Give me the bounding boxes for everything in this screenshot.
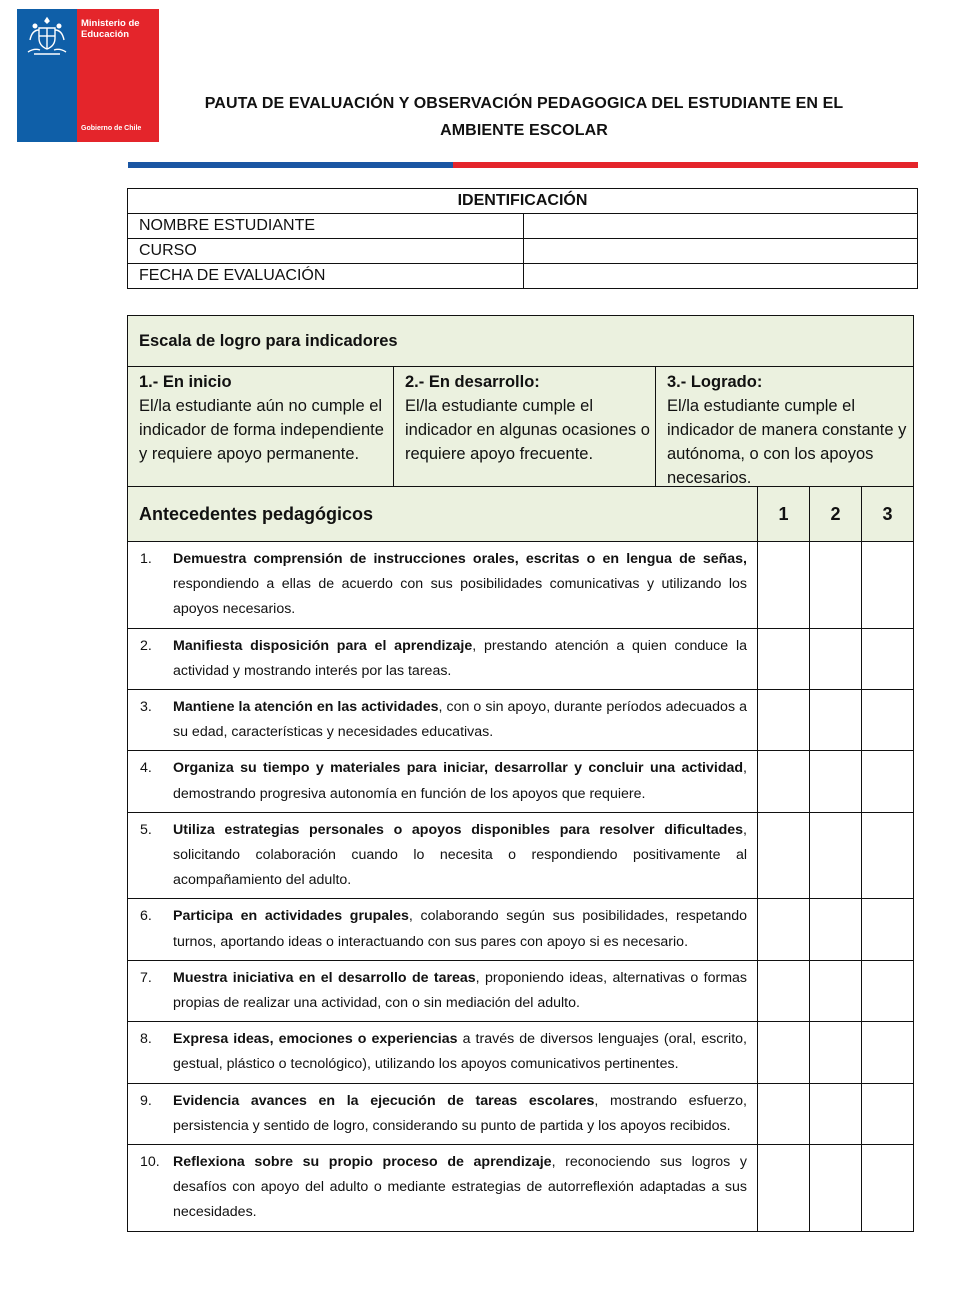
- indicator-number: 6.: [140, 908, 152, 925]
- indicator-key-phrase: Organiza su tiempo y materiales para iniciar, desarrollar y concluir una actividad: [173, 760, 744, 777]
- rating-cell-3[interactable]: [862, 542, 914, 629]
- indicator-detail: respondiendo a ellas de acuerdo con sus posibilidades comunicativas y utilizando los apoyos necesarios.: [173, 576, 747, 618]
- indicator-key-phrase: Reflexiona sobre su propio proceso de aprendizaje: [173, 1154, 552, 1171]
- indicator-cell: [128, 751, 758, 812]
- indicator-text: [173, 904, 747, 954]
- rating-cell-2[interactable]: [810, 899, 862, 960]
- rating-cell-1[interactable]: [758, 542, 810, 629]
- table-row: [128, 899, 914, 960]
- field-label-course: CURSO: [128, 239, 524, 264]
- scale-level-2: [394, 367, 656, 491]
- table-row: [128, 264, 918, 289]
- indicator-number: 2.: [140, 637, 152, 654]
- indicator-detail: , reconociendo sus logros y desafíos con apoyo del adulto o mediante estrategias de autorreflexión adaptadas a sus necesidades.: [173, 1154, 747, 1221]
- identification-table: [127, 188, 918, 289]
- indicator-text: [173, 1089, 747, 1139]
- ministry-name: Ministerio de Educación: [81, 18, 140, 40]
- indicator-cell: [128, 812, 758, 899]
- rating-cell-3[interactable]: [862, 1145, 914, 1232]
- table-row: [128, 690, 914, 751]
- field-value-course[interactable]: [524, 239, 918, 264]
- scale-level-3: [656, 367, 914, 491]
- indicator-key-phrase: Utiliza estrategias personales o apoyos disponibles para resolver dificultades: [173, 821, 744, 838]
- rating-cell-1[interactable]: [758, 1145, 810, 1232]
- table-row: [128, 812, 914, 899]
- table-row: [128, 1083, 914, 1144]
- indicator-detail: a través de diversos lenguajes (oral, escrito, gestual, plástico o tecnológico), utilizando los apoyos comunicativos pertinentes.: [173, 1031, 747, 1073]
- rating-cell-3[interactable]: [862, 751, 914, 812]
- indicator-detail: , con o sin apoyo, durante períodos adecuados a su edad, características y necesidades educativas.: [173, 699, 747, 741]
- indicator-text: [173, 1150, 747, 1226]
- indicator-text: [173, 1027, 747, 1077]
- indicator-text: [173, 634, 747, 684]
- rating-cell-1[interactable]: [758, 751, 810, 812]
- rating-cell-3[interactable]: [862, 628, 914, 689]
- rating-cell-1[interactable]: [758, 1083, 810, 1144]
- rating-cell-3[interactable]: [862, 899, 914, 960]
- indicator-detail: , prestando atención a quien conduce la actividad y mostrando interés por las tareas.: [173, 637, 747, 679]
- table-row: [128, 751, 914, 812]
- indicator-number: 4.: [140, 760, 152, 777]
- indicator-text: [173, 695, 747, 745]
- column-header-2: 2: [810, 487, 862, 542]
- stripe-blue: [128, 162, 453, 168]
- table-row: [128, 960, 914, 1021]
- rating-cell-2[interactable]: [810, 1083, 862, 1144]
- scale-level-title: 1.- En inicio: [139, 373, 232, 391]
- rating-cell-1[interactable]: [758, 1022, 810, 1083]
- scale-level-description: El/la estudiante aún no cumple el indicador de forma independiente y requiere apoyo permanente.: [139, 397, 384, 463]
- indicator-number: 8.: [140, 1031, 152, 1048]
- rating-cell-3[interactable]: [862, 960, 914, 1021]
- indicator-number: 5.: [140, 821, 152, 838]
- rating-cell-1[interactable]: [758, 812, 810, 899]
- flag-stripe: [128, 162, 918, 168]
- indicator-detail: , proponiendo ideas, alternativas o formas propias de realizar una actividad, con o sin mediación del adulto.: [173, 969, 747, 1012]
- identification-header: IDENTIFICACIÓN: [128, 189, 918, 214]
- background-header: Antecedentes pedagógicos: [128, 487, 758, 542]
- indicator-detail: , solicitando colaboración cuando lo necesita o respondiendo positivamente al acompañamiento del adulto.: [173, 821, 747, 889]
- indicator-key-phrase: Mantiene la atención en las actividades: [173, 699, 439, 716]
- column-header-3: 3: [862, 487, 914, 542]
- indicator-number: 1.: [140, 551, 152, 567]
- indicator-cell: [128, 1022, 758, 1083]
- indicator-text: [173, 756, 747, 806]
- rating-cell-2[interactable]: [810, 1145, 862, 1232]
- scale-level-title: 2.- En desarrollo:: [405, 373, 540, 391]
- rating-cell-1[interactable]: [758, 960, 810, 1021]
- indicator-cell: [128, 1145, 758, 1232]
- field-label-evaluation-date: FECHA DE EVALUACIÓN: [128, 264, 524, 289]
- coat-of-arms-icon: [24, 14, 70, 58]
- achievement-scale-table: [127, 315, 914, 491]
- document-title: [160, 90, 888, 144]
- field-value-student-name[interactable]: [524, 214, 918, 239]
- indicator-number: 10.: [140, 1154, 160, 1171]
- scale-level-title: 3.- Logrado:: [667, 373, 763, 391]
- indicator-key-phrase: Demuestra comprensión de instrucciones orales, escritas o en lengua de señas,: [173, 551, 747, 567]
- indicator-detail: , colaborando según sus posibilidades, respetando turnos, aportando ideas o interactuando con sus pares con apoyo si es necesario.: [173, 908, 747, 950]
- rating-cell-2[interactable]: [810, 812, 862, 899]
- indicator-text: [173, 966, 747, 1016]
- pedagogical-background-table: [127, 486, 914, 1232]
- rating-cell-1[interactable]: [758, 628, 810, 689]
- logo-blue-panel: [17, 9, 77, 142]
- indicator-text: [173, 818, 747, 894]
- indicator-text: [173, 547, 747, 623]
- rating-cell-3[interactable]: [862, 1083, 914, 1144]
- rating-cell-2[interactable]: [810, 690, 862, 751]
- indicator-cell: [128, 542, 758, 629]
- rating-cell-1[interactable]: [758, 899, 810, 960]
- indicator-cell: [128, 690, 758, 751]
- rating-cell-2[interactable]: [810, 960, 862, 1021]
- indicator-detail: , demostrando progresiva autonomía en función de los apoyos que requiere.: [173, 760, 747, 802]
- rating-cell-3[interactable]: [862, 1022, 914, 1083]
- ministry-logo: [17, 9, 159, 142]
- table-row: [128, 1145, 914, 1232]
- rating-cell-2[interactable]: [810, 542, 862, 629]
- stripe-red: [453, 162, 918, 168]
- scale-header: Escala de logro para indicadores: [128, 316, 914, 367]
- government-name: Gobierno de Chile: [81, 125, 142, 132]
- title-line-1: PAUTA DE EVALUACIÓN Y OBSERVACIÓN PEDAGOGICA DEL ESTUDIANTE EN EL: [204, 95, 844, 112]
- field-value-evaluation-date[interactable]: [524, 264, 918, 289]
- rating-cell-3[interactable]: [862, 812, 914, 899]
- indicator-cell: [128, 628, 758, 689]
- table-row: [128, 1022, 914, 1083]
- title-line-2: AMBIENTE ESCOLAR: [440, 122, 608, 139]
- rating-cell-3[interactable]: [862, 690, 914, 751]
- indicator-cell: [128, 960, 758, 1021]
- indicator-detail: , mostrando esfuerzo, persistencia y sentido de logro, considerando su punto de partida y los apoyos recibidos.: [173, 1092, 747, 1134]
- table-row: [128, 239, 918, 264]
- indicator-cell: [128, 899, 758, 960]
- indicator-key-phrase: Evidencia avances en la ejecución de tareas escolares: [173, 1092, 595, 1109]
- rating-cell-2[interactable]: [810, 751, 862, 812]
- indicator-number: 3.: [140, 699, 152, 716]
- table-row: [128, 214, 918, 239]
- indicator-key-phrase: Participa en actividades grupales: [173, 908, 409, 925]
- indicator-key-phrase: Expresa ideas, emociones o experiencias: [173, 1031, 458, 1048]
- table-row: [128, 628, 914, 689]
- indicator-key-phrase: Muestra iniciativa en el desarrollo de tareas: [173, 969, 476, 986]
- field-label-student-name: NOMBRE ESTUDIANTE: [128, 214, 524, 239]
- scale-level-description: El/la estudiante cumple el indicador en algunas ocasiones o requiere apoyo frecuente.: [405, 397, 650, 463]
- scale-level-1: [128, 367, 394, 491]
- table-row: [128, 542, 914, 629]
- rating-cell-2[interactable]: [810, 1022, 862, 1083]
- column-header-1: 1: [758, 487, 810, 542]
- scale-level-description: El/la estudiante cumple el indicador de manera constante y autónoma, o con los apoyos necesarios.: [667, 397, 907, 487]
- rating-cell-1[interactable]: [758, 690, 810, 751]
- rating-cell-2[interactable]: [810, 628, 862, 689]
- indicator-number: 7.: [140, 969, 152, 986]
- indicator-number: 9.: [140, 1092, 152, 1109]
- indicator-key-phrase: Manifiesta disposición para el aprendizaje: [173, 637, 473, 654]
- indicator-cell: [128, 1083, 758, 1144]
